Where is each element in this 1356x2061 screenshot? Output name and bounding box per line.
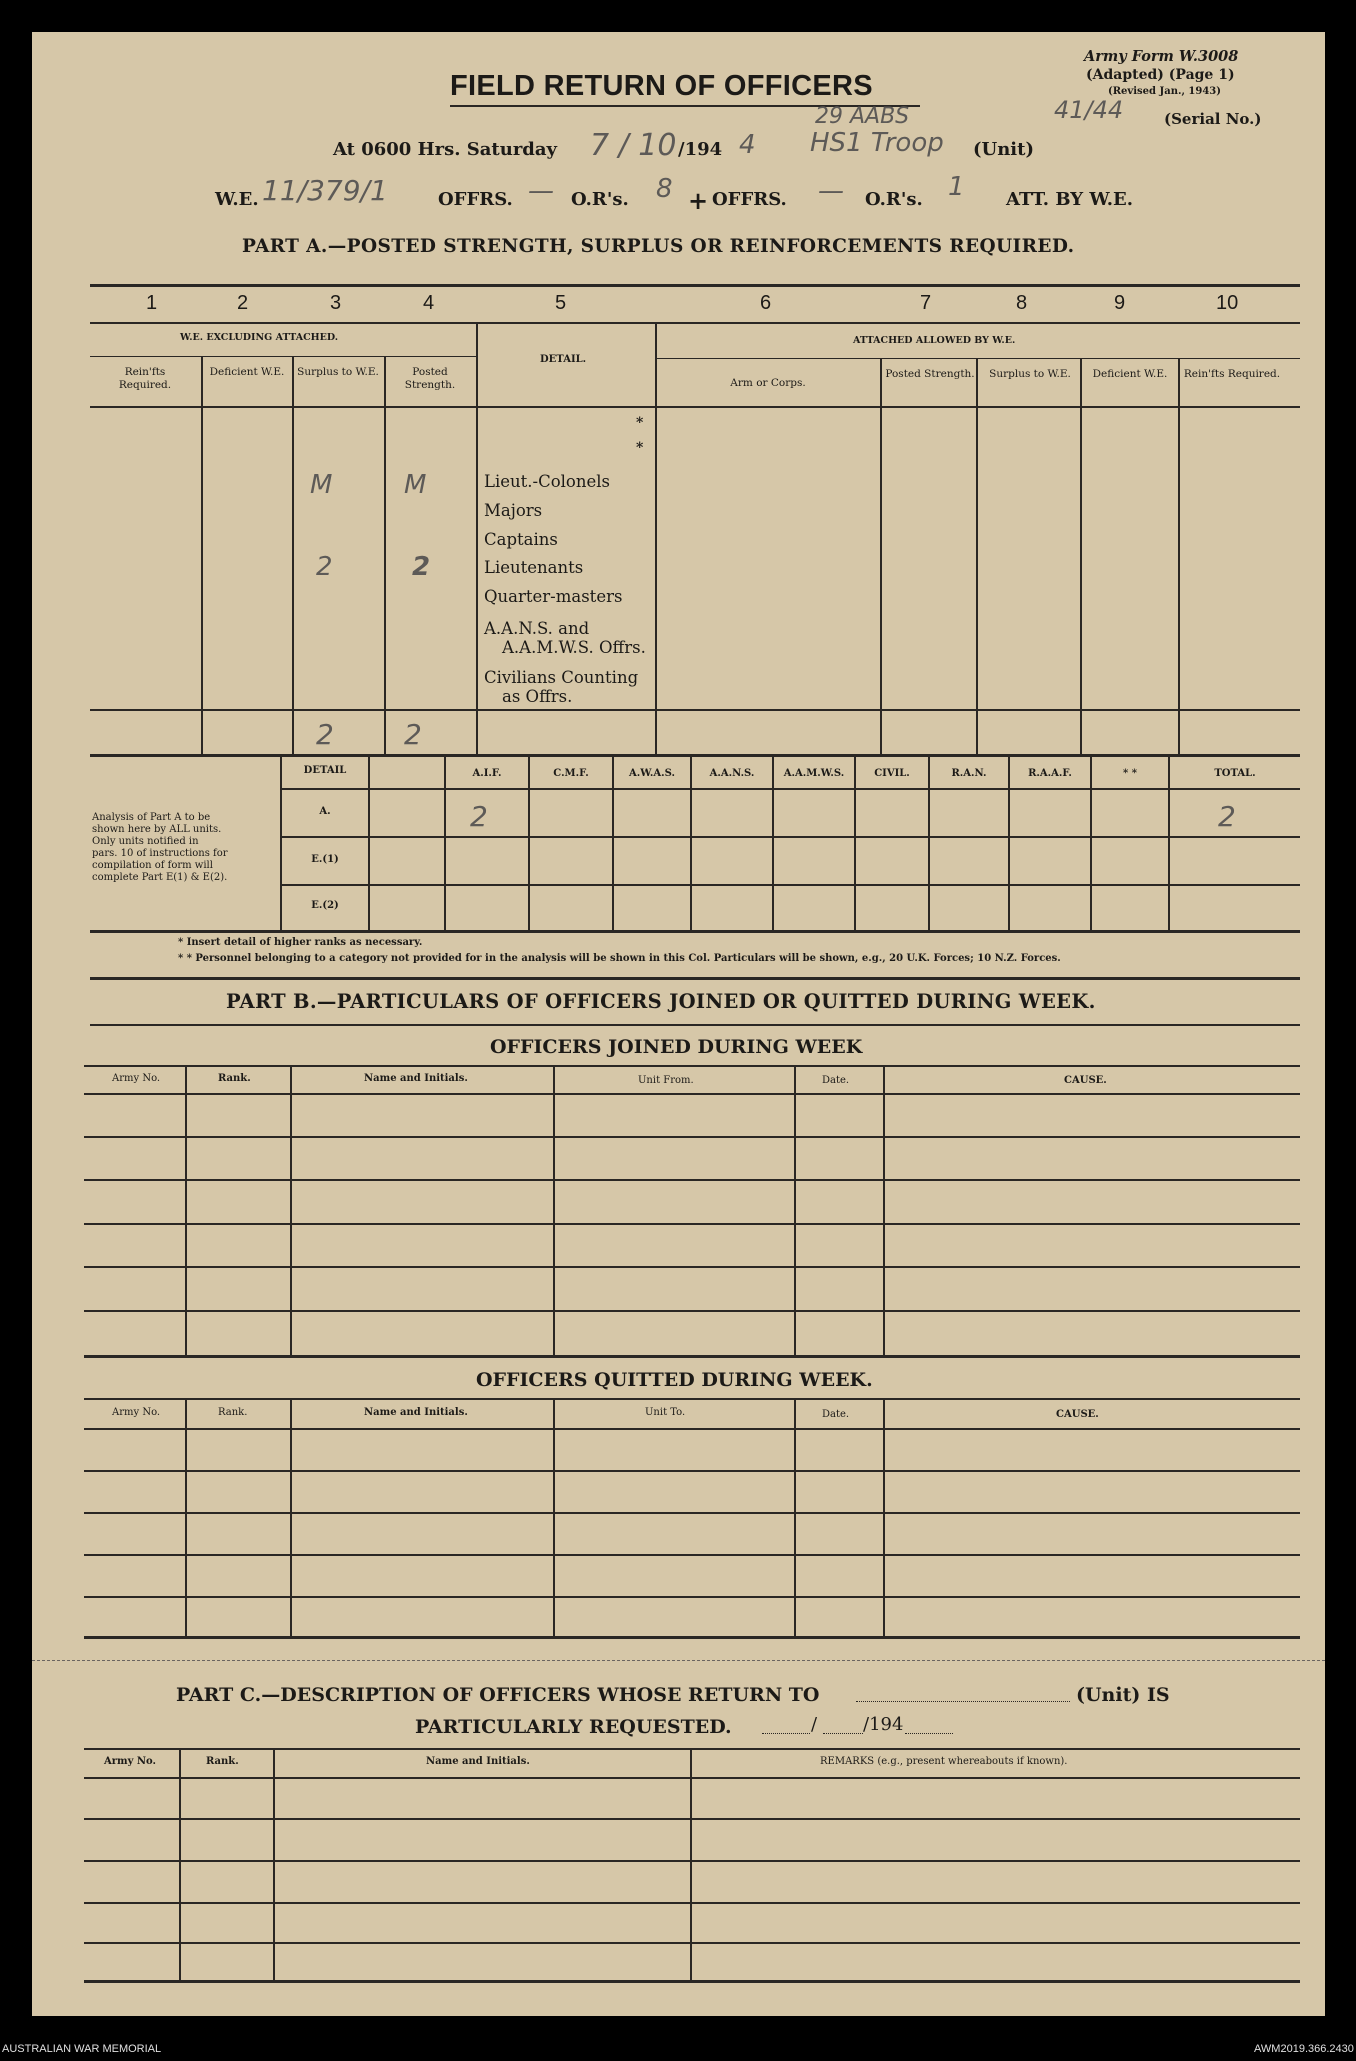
higher-rank-star-2: *	[636, 440, 644, 456]
form-revised-date: (Revised Jan., 1943)	[1108, 86, 1221, 97]
analysis-head-aif: A.I.F.	[472, 768, 502, 779]
we-label: W.E.	[215, 189, 259, 210]
year-value: 4	[739, 130, 756, 160]
part-b-title: PART B.—PARTICULARS OF OFFICERS JOINED OR QUITTED DURING WEEK.	[226, 990, 1096, 1013]
joined-head-army-no: Army No.	[112, 1073, 161, 1084]
analysis-head-raaf: R.A.A.F.	[1028, 768, 1072, 779]
analysis-head-detail: DETAIL	[303, 765, 347, 776]
col4-header: Posted Strength.	[404, 366, 456, 391]
analysis-aif-value: 2	[470, 800, 488, 833]
col-number-1: 1	[146, 292, 158, 314]
rank-civilians-as-offrs: as Offrs.	[502, 687, 573, 706]
unit-label: (Unit)	[973, 139, 1034, 160]
we-value: 11/379/1	[262, 174, 388, 207]
plus-sign: +	[688, 186, 709, 215]
ors-value-1: 8	[656, 174, 673, 204]
analysis-note-line: complete Part E(1) & E(2).	[92, 872, 228, 883]
col-number-7: 7	[920, 292, 932, 314]
surplus-total: 2	[316, 718, 334, 751]
rank-captains: Captains	[484, 530, 558, 549]
rank-civilians: Civilians Counting	[484, 668, 639, 687]
unit-value-line1: 29 AABS	[815, 104, 910, 129]
detail-header: DETAIL.	[540, 354, 587, 365]
date-value: 7 / 10	[590, 128, 677, 163]
quitted-head-rank: Rank.	[218, 1407, 248, 1418]
part-c-head-name: Name and Initials.	[426, 1756, 530, 1767]
analysis-head-cmf: C.M.F.	[553, 768, 589, 779]
quitted-title: OFFICERS QUITTED DURING WEEK.	[476, 1369, 873, 1391]
analysis-head-other: * *	[1123, 768, 1137, 779]
analysis-row-a: A.	[319, 806, 331, 817]
rank-lieut-colonels: Lieut.-Colonels	[484, 472, 610, 491]
part-c-year-field	[905, 1732, 953, 1734]
col-number-8: 8	[1016, 292, 1028, 314]
footnote-higher-ranks: * Insert detail of higher ranks as necessary.	[178, 937, 423, 948]
form-title: FIELD RETURN OF OFFICERS	[450, 70, 873, 102]
quitted-head-unit-to: Unit To.	[645, 1407, 686, 1418]
offrs-value-2: —	[818, 176, 844, 206]
analysis-note-line: shown here by ALL units.	[92, 824, 222, 835]
part-c-title-line1: PART C.—DESCRIPTION OF OFFICERS WHOSE RETURN TO	[176, 1684, 820, 1706]
attached-allowed-header: ATTACHED ALLOWED BY W.E.	[853, 335, 1016, 346]
col10-header: Rein'fts Required.	[1183, 368, 1281, 380]
part-c-head-army-no: Army No.	[104, 1756, 157, 1767]
joined-head-name: Name and Initials.	[364, 1073, 468, 1084]
surplus-lieutenants: 2	[316, 552, 333, 582]
joined-title: OFFICERS JOINED DURING WEEK	[490, 1036, 863, 1058]
part-c-title-line2: PARTICULARLY REQUESTED.	[415, 1716, 732, 1738]
offrs-label-2: OFFRS.	[712, 189, 787, 210]
time-day-label: At 0600 Hrs. Saturday	[333, 139, 558, 160]
quitted-head-cause: CAUSE.	[1056, 1409, 1099, 1420]
part-c-slash: /	[811, 1714, 818, 1735]
quitted-head-name: Name and Initials.	[364, 1407, 468, 1418]
analysis-total-value: 2	[1218, 800, 1236, 833]
col-number-2: 2	[237, 292, 249, 314]
part-c-month-field	[823, 1732, 863, 1734]
col1-header: Rein'fts Required.	[118, 366, 172, 391]
col6-header: Arm or Corps.	[730, 377, 806, 389]
footer-archive-name: AUSTRALIAN WAR MEMORIAL	[2, 2043, 162, 2055]
col-number-3: 3	[330, 292, 342, 314]
col-number-9: 9	[1114, 292, 1126, 314]
form-adapted-page: (Adapted) (Page 1)	[1086, 67, 1235, 83]
joined-head-unit-from: Unit From.	[638, 1075, 694, 1086]
rank-aamws-offrs: A.A.M.W.S. Offrs.	[502, 638, 646, 657]
unit-value-line2: HS1 Troop	[810, 128, 944, 158]
rank-majors: Majors	[484, 501, 543, 520]
rank-quarter-masters: Quarter-masters	[484, 587, 623, 606]
year-label: /194	[678, 139, 723, 160]
posted-lieutenants: 2	[412, 552, 431, 582]
analysis-note-line: Analysis of Part A to be	[92, 812, 211, 823]
we-excluding-header: W.E. EXCLUDING ATTACHED.	[180, 332, 339, 343]
rank-lieutenants: Lieutenants	[484, 558, 584, 577]
serial-number-label: (Serial No.)	[1164, 110, 1262, 128]
ors-value-2: 1	[948, 172, 965, 202]
quitted-head-date: Date.	[822, 1409, 850, 1420]
analysis-head-ran: R.A.N.	[951, 768, 987, 779]
part-c-unit-field	[856, 1700, 1070, 1702]
analysis-row-e1: E.(1)	[311, 854, 339, 865]
joined-head-cause: CAUSE.	[1064, 1075, 1107, 1086]
joined-head-date: Date.	[822, 1075, 850, 1086]
col9-header: Deficient W.E.	[1092, 368, 1168, 380]
analysis-head-aans: A.A.N.S.	[709, 768, 755, 779]
part-c-head-rank: Rank.	[206, 1756, 239, 1767]
part-c-year: /194	[863, 1714, 904, 1735]
analysis-head-aamws: A.A.M.W.S.	[783, 768, 845, 779]
posted-mark: M	[404, 470, 427, 500]
joined-head-rank: Rank.	[218, 1073, 251, 1084]
offrs-label-1: OFFRS.	[438, 189, 513, 210]
part-c-head-remarks: REMARKS (e.g., present whereabouts if known).	[820, 1756, 1068, 1767]
part-a-title: PART A.—POSTED STRENGTH, SURPLUS OR REINFORCEMENTS REQUIRED.	[242, 236, 1075, 257]
analysis-head-awas: A.W.A.S.	[629, 768, 675, 779]
col-number-5: 5	[555, 292, 567, 314]
analysis-head-civil: CIVIL.	[874, 768, 910, 779]
footer-catalogue-id: AWM2019.366.2430	[1254, 2043, 1354, 2055]
higher-rank-star-1: *	[636, 415, 644, 431]
analysis-row-e2: E.(2)	[311, 900, 339, 911]
col2-header: Deficient W.E.	[209, 366, 285, 378]
col8-header: Surplus to W.E.	[989, 368, 1071, 380]
serial-number-value: 41/44	[1054, 96, 1124, 124]
analysis-note	[92, 812, 228, 884]
analysis-note-line: pars. 10 of instructions for	[92, 848, 228, 859]
analysis-head-total: TOTAL.	[1214, 768, 1256, 779]
col-number-6: 6	[760, 292, 772, 314]
part-c-unit-is: (Unit) IS	[1076, 1684, 1170, 1706]
part-c-day-field	[762, 1732, 810, 1734]
quitted-head-army-no: Army No.	[112, 1407, 161, 1418]
col7-header: Posted Strength.	[885, 368, 975, 380]
surplus-mark: M	[310, 470, 333, 500]
army-form-number: Army Form W.3008	[1084, 48, 1239, 65]
rank-aans: A.A.N.S. and	[484, 619, 590, 638]
footnote-other-category: * * Personnel belonging to a category not provided for in the analysis will be shown in this Col. Particulars will be shown, e.g., 20 U.K. Forces; 10 N.Z. Forces.	[178, 953, 1061, 964]
analysis-note-line: compilation of form will	[92, 860, 213, 871]
ors-label-2: O.R's.	[865, 189, 923, 210]
col-number-4: 4	[423, 292, 435, 314]
att-by-we-label: ATT. BY W.E.	[1006, 189, 1134, 210]
analysis-note-line: Only units notified in	[92, 836, 199, 847]
col3-header: Surplus to W.E.	[297, 366, 379, 378]
col-number-10: 10	[1216, 292, 1239, 314]
offrs-value-1: —	[528, 176, 554, 206]
ors-label-1: O.R's.	[571, 189, 629, 210]
posted-total: 2	[404, 718, 422, 751]
